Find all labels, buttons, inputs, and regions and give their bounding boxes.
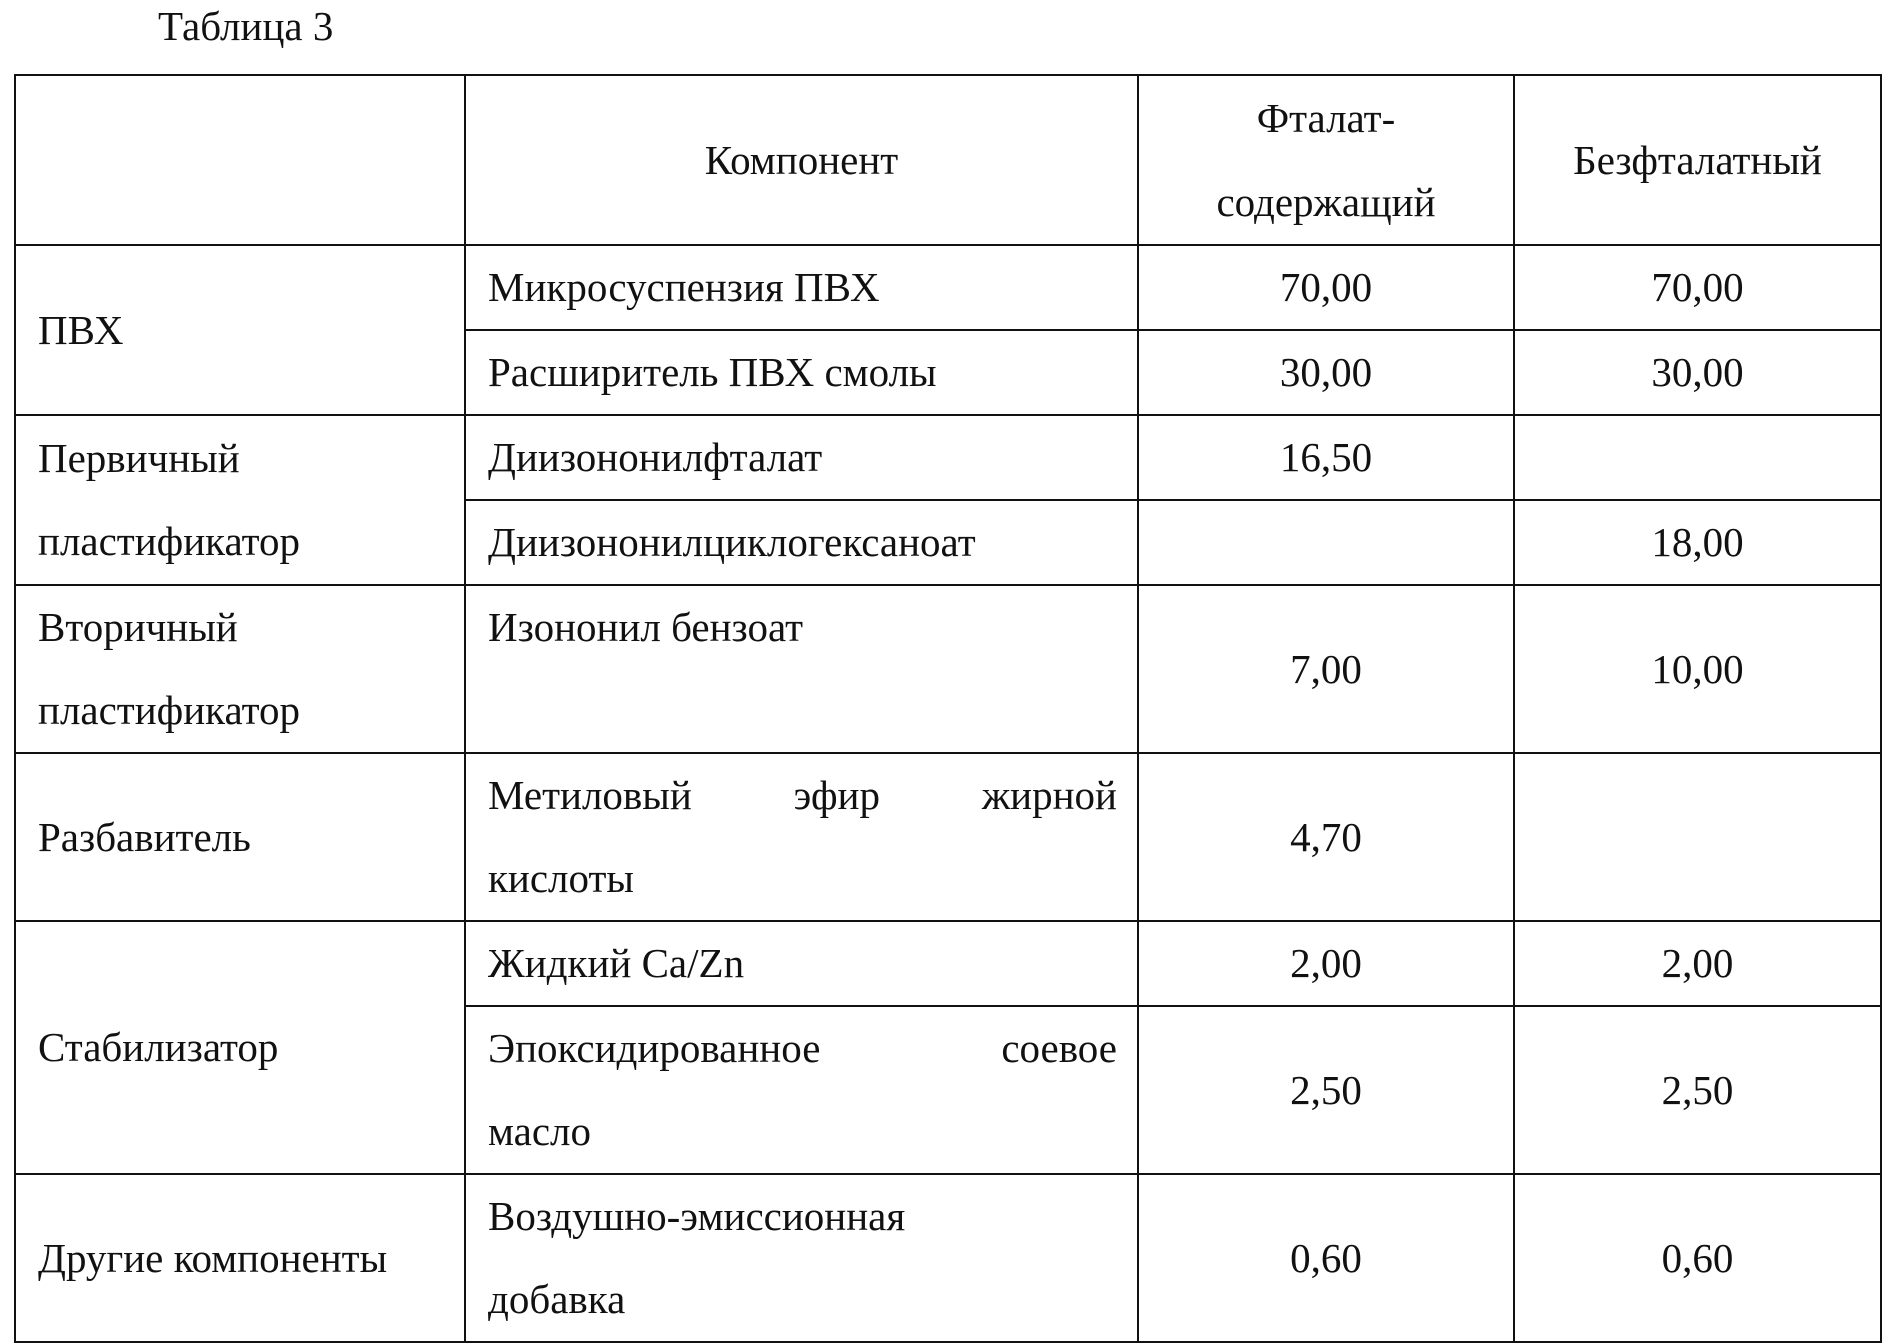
table-row: [15, 921, 1881, 1006]
table-row: [15, 753, 1881, 921]
phthalate-value: 70,00: [1138, 245, 1514, 330]
phthalate-free-value: 2,00: [1514, 921, 1881, 1006]
group-pvc: ПВХ: [15, 245, 465, 415]
phthalate-free-value: [1514, 415, 1881, 500]
component-line1: Воздушно-эмиссионная: [488, 1193, 906, 1239]
phthalate-value: 16,50: [1138, 415, 1514, 500]
component-line2: масло: [488, 1108, 592, 1154]
group-diluent: Разбавитель: [15, 753, 465, 921]
group-primary-plasticizer: [15, 415, 465, 585]
phthalate-value: 4,70: [1138, 753, 1514, 921]
table-row: [15, 1174, 1881, 1342]
component-cell: [465, 1174, 1138, 1342]
phthalate-value: 7,00: [1138, 585, 1514, 753]
component-cell: Изононил бензоат: [465, 585, 1138, 753]
component-line2: добавка: [488, 1276, 626, 1322]
component-cell: Микросуспензия ПВХ: [465, 245, 1138, 330]
phthalate-free-value: [1514, 753, 1881, 921]
component-line1: Эпоксидированное соевое: [488, 1025, 1117, 1071]
phthalate-value: 30,00: [1138, 330, 1514, 415]
group-secondary-line2: пластификатор: [38, 687, 300, 733]
header-component: Компонент: [465, 75, 1138, 245]
group-stabilizer: Стабилизатор: [15, 921, 465, 1174]
table-header-row: [15, 75, 1881, 245]
component-line2: кислоты: [488, 855, 634, 901]
phthalate-free-value: 70,00: [1514, 245, 1881, 330]
phthalate-free-value: 0,60: [1514, 1174, 1881, 1342]
phthalate-free-value: 2,50: [1514, 1006, 1881, 1174]
header-phthalate-free: Безфталатный: [1514, 75, 1881, 245]
phthalate-free-value: 30,00: [1514, 330, 1881, 415]
group-primary-line2: пластификатор: [38, 518, 300, 564]
phthalate-value: 2,50: [1138, 1006, 1514, 1174]
table-row: [15, 585, 1881, 753]
phthalate-value: 2,00: [1138, 921, 1514, 1006]
phthalate-free-value: 18,00: [1514, 500, 1881, 585]
group-secondary-line1: Вторичный: [38, 604, 238, 650]
group-other: Другие компоненты: [15, 1174, 465, 1342]
table-row: [15, 415, 1881, 500]
group-secondary-plasticizer: [15, 585, 465, 753]
component-cell: Расширитель ПВХ смолы: [465, 330, 1138, 415]
table-row: [15, 245, 1881, 330]
header-phthalate-line1: Фталат-: [1256, 95, 1396, 141]
header-phthalate: [1138, 75, 1514, 245]
component-cell: [465, 1006, 1138, 1174]
component-cell: [465, 753, 1138, 921]
group-primary-line1: Первичный: [38, 435, 240, 481]
phthalate-free-value: 10,00: [1514, 585, 1881, 753]
table-caption: Таблица 3: [158, 3, 334, 49]
component-line1: Метиловый эфир жирной: [488, 772, 1117, 818]
header-phthalate-line2: содержащий: [1216, 179, 1436, 225]
component-cell: Диизононилциклогексаноат: [465, 500, 1138, 585]
phthalate-value: 0,60: [1138, 1174, 1514, 1342]
components-table: [14, 74, 1882, 1343]
header-group: [15, 75, 465, 245]
phthalate-value: [1138, 500, 1514, 585]
component-cell: Жидкий Ca/Zn: [465, 921, 1138, 1006]
component-cell: Диизононилфталат: [465, 415, 1138, 500]
